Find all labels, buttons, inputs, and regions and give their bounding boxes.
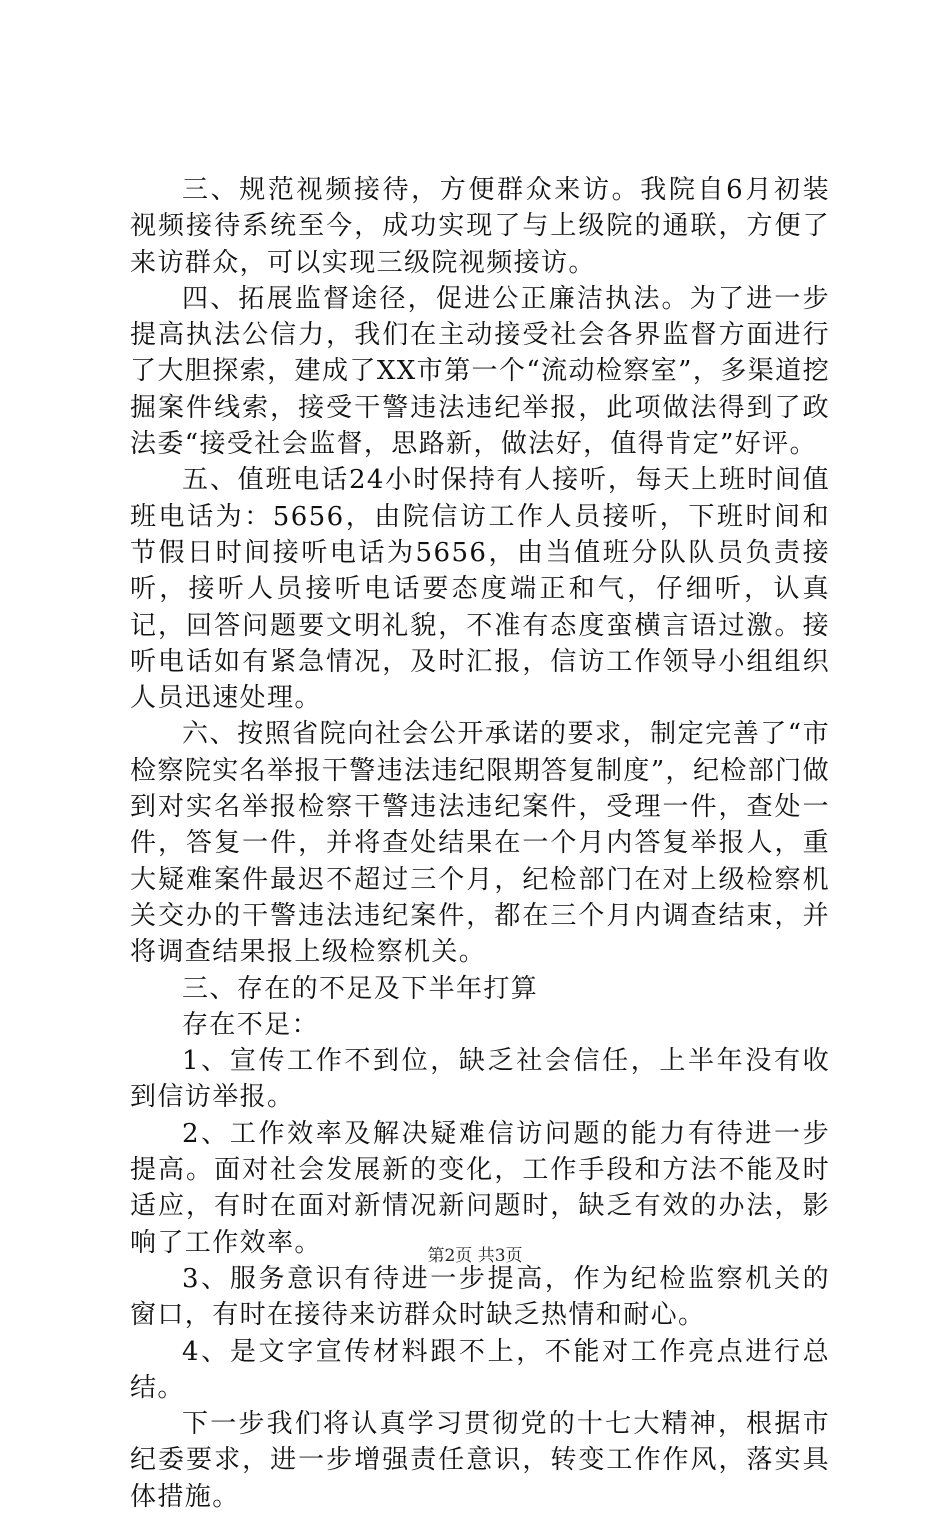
list-item-service: 3、服务意识有待进一步提高，作为纪检监察机关的窗口，有时在接待来访群众时缺乏热情和耐心。 bbox=[130, 1263, 830, 1331]
paragraph-reporting-system: 六、按照省院向社会公开承诺的要求，制定完善了“市检察院实名举报干警违法违纪限期答复制度”，纪检部门做到对实名举报检察干警违法违纪案件，受理一件，查处一件，答复一件，并将查处结果在一个月内答复举报人，重大疑难案件最迟不超过三个月，纪检部门在对上级检察机关交办的干警违法违纪案件，都在三个月内调查结束，并将调查结果报上级检察机关。 bbox=[130, 719, 830, 968]
paragraph-video-reception: 三、规范视频接待，方便群众来访。我院自6月初装视频接待系统至今，成功实现了与上级院的通联，方便了来访群众，可以实现三级院视频接访。 bbox=[130, 175, 830, 278]
list-item-efficiency: 2、工作效率及解决疑难信访问题的能力有待进一步提高。面对社会发展新的变化，工作手段和方法不能及时适应，有时在面对新情况新问题时，缺乏有效的办法，影响了工作效率。 bbox=[130, 1118, 830, 1258]
paragraph-duty-phone: 五、值班电话24小时保持有人接听，每天上班时间值班电话为：5656，由院信访工作人员接听，下班时间和节假日时间接听电话为5656，由当值班分队队员负责接听，接听人员接听电话要态度端正和气，仔细听，认真记，回答问题要文明礼貌，不准有态度蛮横言语过激。接听电话如有紧急情况，及时汇报，信访工作领导小组组织人员迅速处理。 bbox=[130, 465, 830, 714]
paragraph-next-steps: 下一步我们将认真学习贯彻党的十七大精神，根据市纪委要求，进一步增强责任意识，转变工作作风，落实具体措施。 bbox=[130, 1409, 830, 1512]
subheading-shortcomings: 存在不足： bbox=[182, 1009, 320, 1040]
list-item-materials: 4、是文字宣传材料跟不上，不能对工作亮点进行总结。 bbox=[130, 1336, 830, 1403]
page-number-footer: 第2页 共3页 bbox=[427, 1246, 523, 1266]
list-item-publicity: 1、宣传工作不到位，缺乏社会信任，上半年没有收到信访举报。 bbox=[130, 1046, 830, 1113]
document-body bbox=[130, 172, 830, 1515]
section-heading-shortcomings: 三、存在的不足及下半年打算 bbox=[182, 973, 539, 1004]
paragraph-supervision: 四、拓展监督途径，促进公正廉洁执法。为了进一步提高执法公信力，我们在主动接受社会各界监督方面进行了大胆探索，建成了XX市第一个“流动检察室”，多渠道挖掘案件线索，接受干警违法违纪举报，此项做法得到了政法委“接受社会监督，思路新，做法好，值得肯定”好评。 bbox=[130, 283, 830, 460]
